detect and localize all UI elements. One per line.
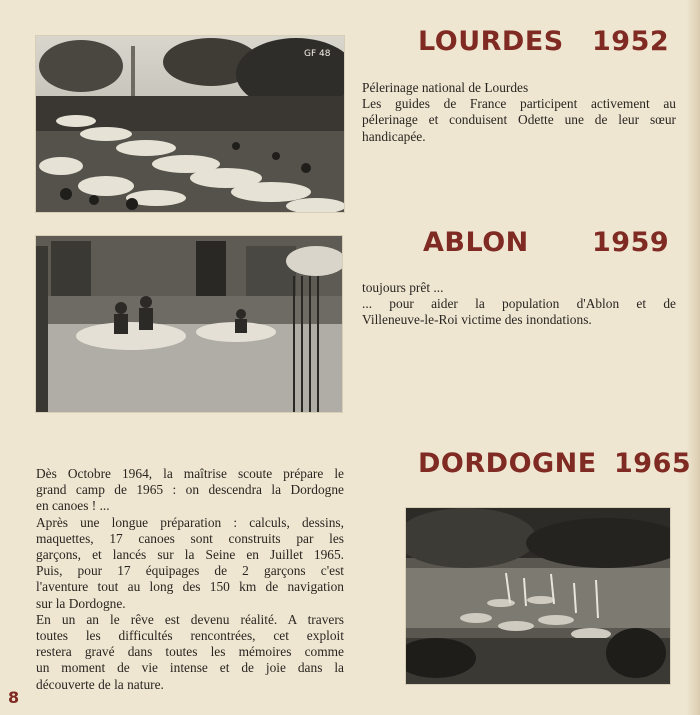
- lourdes-year: 1952: [592, 26, 670, 57]
- dordogne-line: sur la Dordogne.: [36, 595, 126, 611]
- lourdes-place: LOURDES: [418, 26, 564, 57]
- dordogne-line: Dès Octobre 1964, la maîtrise scoute prépare le: [36, 466, 344, 481]
- dordogne-line: garçons, et lancés sur la Seine en Juillet 1965.: [36, 547, 344, 563]
- ablon-place: ABLON: [423, 227, 529, 258]
- lourdes-line: Pélerinage national de Lourdes: [362, 80, 529, 95]
- dordogne-line: En un an le rêve est devenu réalité. A travers: [36, 611, 344, 627]
- lourdes-line: Les guides de France participent activement au: [362, 96, 676, 112]
- dordogne-line: un moment de vie intense et de joie dans la: [36, 660, 344, 676]
- dordogne-title: [418, 448, 692, 484]
- ablon-line: ... pour aider la population d'Ablon et de: [362, 296, 676, 312]
- dordogne-line: en canoes ! ...: [36, 498, 110, 514]
- dordogne-line: découverte de la nature.: [36, 676, 164, 692]
- ablon-line: Villeneuve-le-Roi victime des inondations.: [362, 312, 592, 328]
- ablon-year: 1959: [592, 227, 670, 258]
- page-number: 8: [8, 688, 20, 707]
- dordogne-canoe-photo: [406, 508, 670, 684]
- dordogne-line: maquettes, 17 canoes sont construits par les: [36, 530, 344, 546]
- lourdes-caption: [362, 80, 676, 145]
- dordogne-year: 1965: [614, 448, 692, 479]
- dordogne-line: restera gravé dans toutes les mémoires comme: [36, 644, 344, 660]
- lourdes-line: pélerinage et conduisent Odette une de leur sœur: [362, 112, 676, 128]
- photo-marking: GF 48: [304, 49, 331, 59]
- ablon-line: toujours prêt ...: [362, 280, 444, 295]
- dordogne-line: grand camp de 1965 : on descendra la Dordogne: [36, 482, 344, 498]
- ablon-flood-photo: [36, 236, 342, 412]
- dordogne-line: toutes les difficultés rencontrées, cet exploit: [36, 628, 344, 644]
- page-edge: [686, 0, 700, 715]
- dordogne-place: DORDOGNE: [418, 448, 597, 479]
- dordogne-caption: [36, 466, 344, 693]
- lourdes-crowd-photo: [36, 36, 344, 212]
- ablon-caption: [362, 280, 676, 329]
- lourdes-line: handicapée.: [362, 128, 426, 144]
- lourdes-title: [418, 26, 670, 62]
- dordogne-line: Après une longue préparation : calculs, dessins,: [36, 514, 344, 530]
- dordogne-line: l'aventure tout au long des 150 km de navigation: [36, 579, 344, 595]
- ablon-title: [423, 227, 670, 263]
- dordogne-line: Puis, pour 17 équipages de 2 garçons c'est: [36, 563, 344, 579]
